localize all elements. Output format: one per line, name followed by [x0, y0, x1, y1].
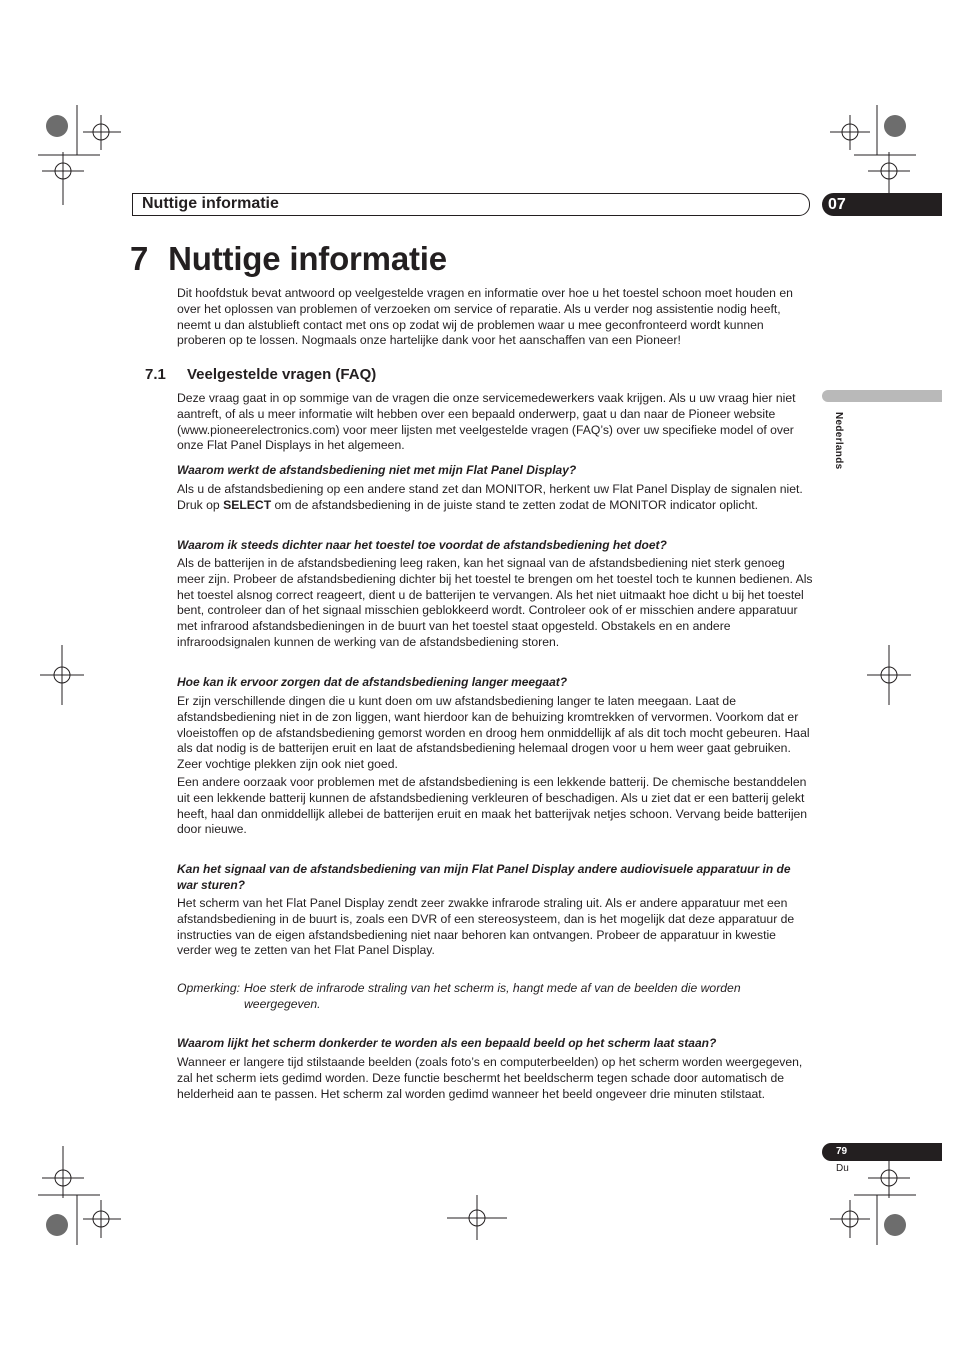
header-title: Nuttige informatie: [142, 195, 279, 212]
faq-answer: Als de batterijen in de afstandsbediening leeg raken, kan het signaal van de afstandsbediening niet sterk genoeg meer zijn. Probeer de afstandsbediening dichter bij het toestel te brengen om het toestel toch te kunnen bedienen. Als het toestel alsnog correct reageert, dient u de batterijen te vervangen. Als het niet uitmaakt hoe dicht u bij het toestel bent, controleer dan of het signaal misschien geblokkeerd wordt. Controleer ook of er misschien andere apparatuur met infrarood afstandsbedieningen in de buurt van het toestel staat opgesteld. Obstakels en en andere infraroodsignalen kunnen de werking van de afstandsbediening storen.: [177, 556, 813, 649]
section-title: [145, 366, 376, 383]
language-label: Nederlands: [833, 412, 844, 470]
faq-answer: Een andere oorzaak voor problemen met de afstandsbediening is een lekkende batterij. De chemische bestanddelen uit een lekkende batterij kunnen de afstandsbediening verkleuren of beschadigen. Als u ziet dat er een batterij gelekt heeft, haal dan onmiddellijk allebei de batterijen eruit en maak het batterijvak netjes schoon. Vervang beide batterijen door nieuwe.: [177, 775, 808, 837]
faq-answer: Als u de afstandsbediening op een andere stand zet dan MONITOR, herkent uw Flat Panel Display de signalen niet. Druk op SELECT om de afstandsbediening in de juiste stand te zetten zodat de MONITOR indicator oplicht.: [177, 482, 803, 512]
note-label: Opmerking:: [177, 981, 240, 995]
chapter-intro: Dit hoofdstuk bevat antwoord op veelgestelde vragen en informatie over hoe u het toestel schoon moet houden en over het oplossen van problemen of verzoeken om service of reparatie. Als u verder nog assistentie nodig heeft, neemt u dan alstublieft contact met ons op zodat wij de problemen waar u mee geconfronteerd wordt kunnen proberen op te lossen. Nogmaals onze hartelijke dank voor het aanschaffen van een Pioneer!: [177, 286, 793, 348]
faq-answer: Het scherm van het Flat Panel Display zendt zeer zwakke infrarode straling uit. Als er andere apparatuur met een afstandsbediening in de buurt is, zoals een DVR of een stereosysteem, dan is het mogelijk dat deze apparatuur de instructies van de eigen afstandsbediening niet naar behoren kan ontvangen. Probeer de apparatuur in kwestie verder weg te zetten van het Flat Panel Display.: [177, 896, 795, 958]
faq-question: Hoe kan ik ervoor zorgen dat de afstandsbediening langer meegaat?: [177, 675, 568, 689]
faq-question: Kan het signaal van de afstandsbediening van mijn Flat Panel Display andere audiovisuele apparatuur in de war sturen?: [177, 862, 791, 892]
language-side-tab: [822, 390, 942, 402]
faq-question: Waarom lijkt het scherm donkerder te worden als een bepaald beeld op het scherm laat staan?: [177, 1036, 717, 1050]
section-intro: Deze vraag gaat in op sommige van de vragen die onze servicemedewerkers vaak krijgen. Als u uw vraag hier niet aantreft, of als u meer informatie wilt hebben over een bepaald onderwerp, gaat u dan naar de Pioneer website (www.pioneerelectronics.com) voor meer lijsten met veelgestelde vragen (FAQ’s) over uw specifieke model of over onze Flat Panel Displays in het algemeen.: [177, 391, 796, 453]
section-title-text: Veelgestelde vragen (FAQ): [187, 366, 377, 383]
select-key-label: SELECT: [223, 497, 272, 512]
chapter-title-text: Nuttige informatie: [168, 240, 447, 277]
page-number: 79: [822, 1143, 942, 1161]
faq-question: Waarom werkt de afstandsbediening niet met mijn Flat Panel Display?: [177, 463, 577, 477]
faq-answer: Wanneer er langere tijd stilstaande beelden (zoals foto’s en computerbeelden) op het scherm worden weergegeven, zal het scherm iets gedimd worden. Deze functie beschermt het beeldscherm tegen schade door automatisch de helderheid aan te passen. Het scherm zal worden gedimd wanneer het beeld ongeveer drie minuten stilstaat.: [177, 1055, 803, 1101]
chapter-number: 7: [130, 240, 149, 277]
faq-question: Waarom ik steeds dichter naar het toestel toe voordat de afstandsbediening het doet?: [177, 538, 667, 552]
note-text: Hoe sterk de infrarode straling van het scherm is, hangt mede af van de beelden die worden weergegeven.: [244, 981, 741, 1011]
page-language-code: Du: [836, 1163, 849, 1174]
chapter-title: [130, 240, 447, 278]
section-number: 7.1: [145, 366, 166, 383]
chapter-number-badge: 07: [822, 193, 942, 216]
faq-answer: Er zijn verschillende dingen die u kunt doen om uw afstandsbediening langer te laten meegaan. Laat de afstandsbediening niet in de zon liggen, want hierdoor kan de behuizing kromtrekken of vervormen. Voorkom dat er vloeistoffen op de afstandsbediening gemorst worden en droog hem onmiddellijk af als dit toch mocht gebeuren. Haal als dat nodig is de batterijen eruit en laat de afstandsbediening helemaal drogen voor u hem weer gaat gebruiken. Zeer vochtige plekken zijn ook niet goed.: [177, 694, 810, 772]
